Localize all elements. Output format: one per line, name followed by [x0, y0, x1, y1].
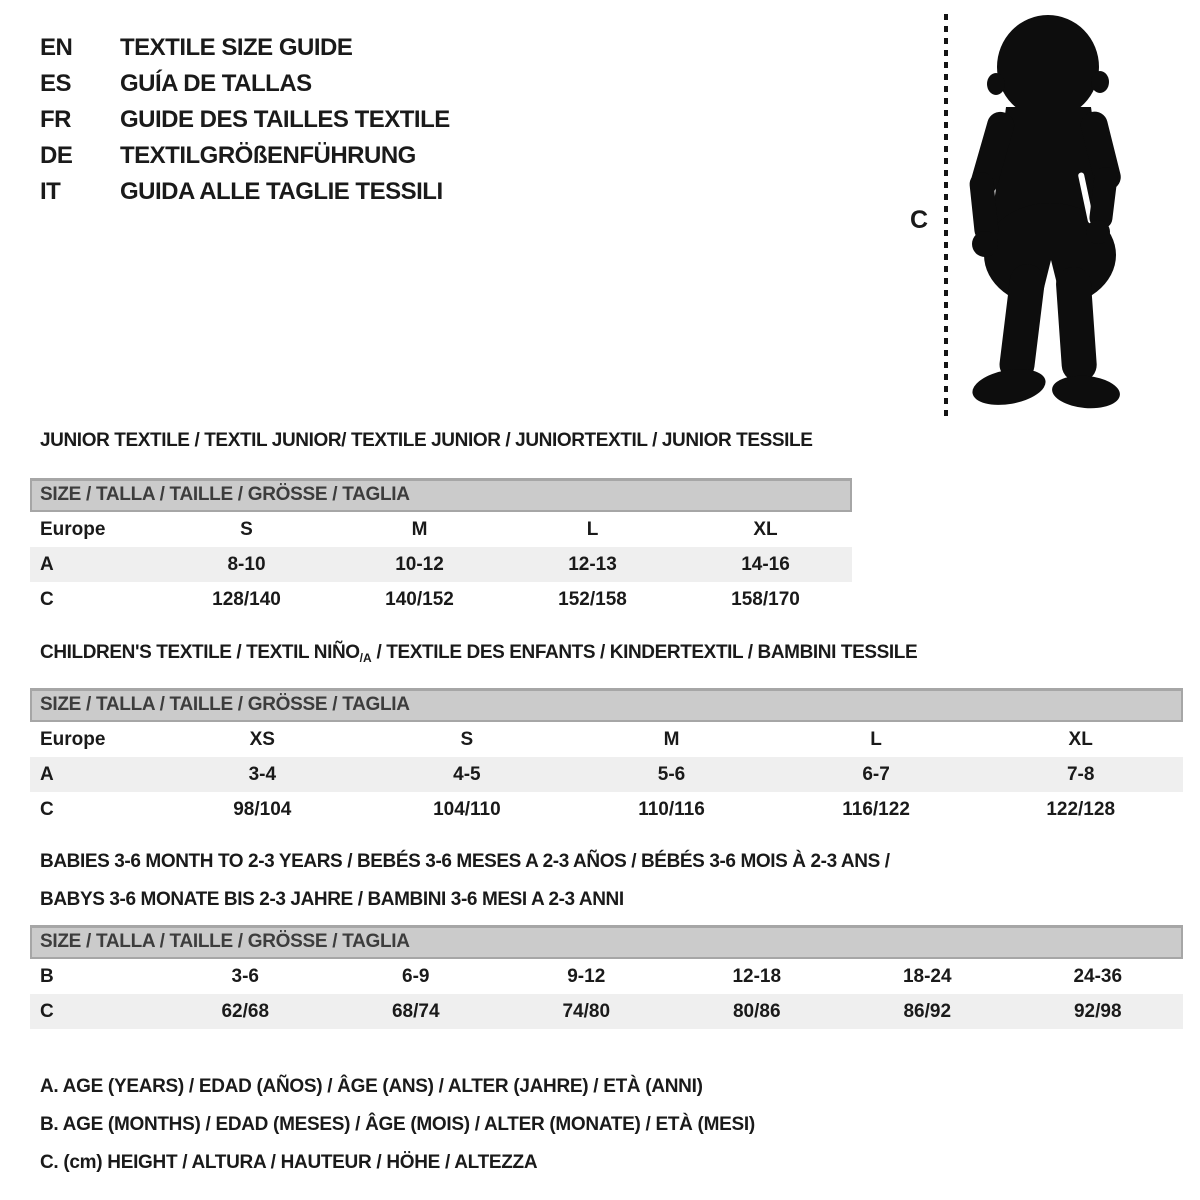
language-row-it	[40, 174, 450, 210]
age-cell: 8-10	[227, 553, 266, 575]
size-cell: M	[411, 518, 428, 540]
height-cell: 152/158	[558, 588, 627, 610]
size-cell: XS	[249, 728, 275, 750]
months-cell: 18-24	[902, 965, 952, 987]
measure-legend	[40, 1068, 755, 1182]
height-cell: 116/122	[842, 798, 910, 820]
babies-size-table	[30, 925, 1183, 1029]
language-code: DE	[40, 142, 73, 169]
size-cell: S	[240, 518, 253, 540]
size-header-bar: SIZE / TALLA / TAILLE / GRÖSSE / TAGLIA	[30, 925, 1183, 959]
language-code: FR	[40, 106, 71, 133]
months-cell: 3-6	[231, 965, 259, 987]
junior-size-table	[30, 478, 852, 617]
size-header-bar: SIZE / TALLA / TAILLE / GRÖSSE / TAGLIA	[30, 478, 852, 512]
size-cell: S	[460, 728, 474, 750]
height-cell: 68/74	[391, 1000, 440, 1022]
language-title: GUIDA ALLE TAGLIE TESSILI	[120, 178, 443, 205]
measure-label-c: C	[910, 206, 929, 234]
months-cell: 6-9	[402, 965, 430, 987]
table-row-height	[30, 582, 852, 617]
height-cell: 62/68	[221, 1000, 270, 1022]
toddler-silhouette-icon	[956, 12, 1136, 422]
size-cell: L	[870, 728, 882, 750]
language-title: GUIDE DES TAILLES TEXTILE	[120, 106, 450, 133]
row-label: A	[40, 553, 54, 575]
age-cell: 5-6	[657, 763, 686, 785]
row-label: Europe	[40, 728, 106, 750]
months-cell: 12-18	[732, 965, 782, 987]
legend-line-c: C. (cm) HEIGHT / ALTURA / HAUTEUR / HÖHE / ALTEZZA	[40, 1152, 538, 1173]
age-cell: 12-13	[568, 553, 617, 575]
age-cell: 4-5	[453, 763, 481, 785]
size-cell: XL	[1068, 728, 1093, 750]
title-segment-subscript: /A	[359, 651, 372, 665]
height-cell: 92/98	[1073, 1000, 1122, 1022]
height-cell: 122/128	[1046, 798, 1116, 820]
months-cell: 24-36	[1073, 965, 1123, 987]
title-line-1: BABIES 3-6 MONTH TO 2-3 YEARS / BEBÉS 3-6 MESES A 2-3 AÑOS / BÉBÉS 3-6 MOIS À 2-3 ANS /	[40, 851, 890, 872]
row-label: A	[40, 763, 54, 785]
language-title: TEXTILGRÖßENFÜHRUNG	[120, 142, 416, 169]
height-cell: 98/104	[233, 798, 292, 820]
height-cell: 128/140	[212, 588, 281, 610]
height-dashed-line	[944, 14, 948, 418]
height-cell: 140/152	[385, 588, 454, 610]
language-title: TEXTILE SIZE GUIDE	[120, 34, 353, 61]
row-label: Europe	[40, 518, 106, 540]
table-row-europe	[30, 722, 1183, 757]
size-cell: M	[663, 728, 680, 750]
language-row-de	[40, 138, 450, 174]
months-cell: 9-12	[567, 965, 606, 987]
table-row-height	[30, 792, 1183, 827]
language-header	[40, 30, 450, 210]
language-code: IT	[40, 178, 61, 205]
language-row-fr	[40, 102, 450, 138]
table-row-months	[30, 959, 1183, 994]
legend-line-a: A. AGE (YEARS) / EDAD (AÑOS) / ÂGE (ANS) / ALTER (JAHRE) / ETÀ (ANNI)	[40, 1076, 703, 1097]
legend-line-b: B. AGE (MONTHS) / EDAD (MESES) / ÂGE (MOIS) / ALTER (MONATE) / ETÀ (MESI)	[40, 1114, 755, 1135]
height-cell: 86/92	[903, 1000, 952, 1022]
age-cell: 7-8	[1066, 763, 1095, 785]
size-cell: XL	[753, 518, 778, 540]
section-title-children	[40, 642, 917, 665]
age-cell: 10-12	[395, 553, 444, 575]
size-header-bar: SIZE / TALLA / TAILLE / GRÖSSE / TAGLIA	[30, 688, 1183, 722]
children-size-table	[30, 688, 1183, 827]
title-segment: CHILDREN'S TEXTILE / TEXTIL NIÑO	[40, 642, 360, 663]
row-label: C	[40, 798, 54, 820]
height-cell: 80/86	[732, 1000, 781, 1022]
age-cell: 6-7	[862, 763, 890, 785]
language-code: ES	[40, 70, 72, 97]
section-title-babies	[40, 843, 890, 919]
height-cell: 110/116	[638, 798, 705, 820]
title-segment: / TEXTILE DES ENFANTS / KINDERTEXTIL / BAMBINI TESSILE	[371, 642, 918, 663]
language-row-es	[40, 66, 450, 102]
table-row-age	[30, 757, 1183, 792]
language-code: EN	[40, 34, 73, 61]
height-measure-figure	[898, 8, 1160, 426]
title-line-2: BABYS 3-6 MONATE BIS 2-3 JAHRE / BAMBINI 3-6 MESI A 2-3 ANNI	[40, 889, 624, 910]
language-row-en	[40, 30, 450, 66]
table-row-europe	[30, 512, 852, 547]
language-title: GUÍA DE TALLAS	[120, 70, 312, 97]
age-cell: 3-4	[248, 763, 277, 785]
row-label: B	[40, 965, 54, 987]
height-cell: 104/110	[433, 798, 501, 820]
row-label: C	[40, 1000, 54, 1022]
height-cell: 74/80	[562, 1000, 611, 1022]
table-row-height	[30, 994, 1183, 1029]
section-title-junior: JUNIOR TEXTILE / TEXTIL JUNIOR/ TEXTILE JUNIOR / JUNIORTEXTIL / JUNIOR TESSILE	[40, 430, 813, 451]
height-cell: 158/170	[731, 588, 800, 610]
size-cell: L	[586, 518, 599, 540]
table-row-age	[30, 547, 852, 582]
row-label: C	[40, 588, 54, 610]
age-cell: 14-16	[741, 553, 790, 575]
